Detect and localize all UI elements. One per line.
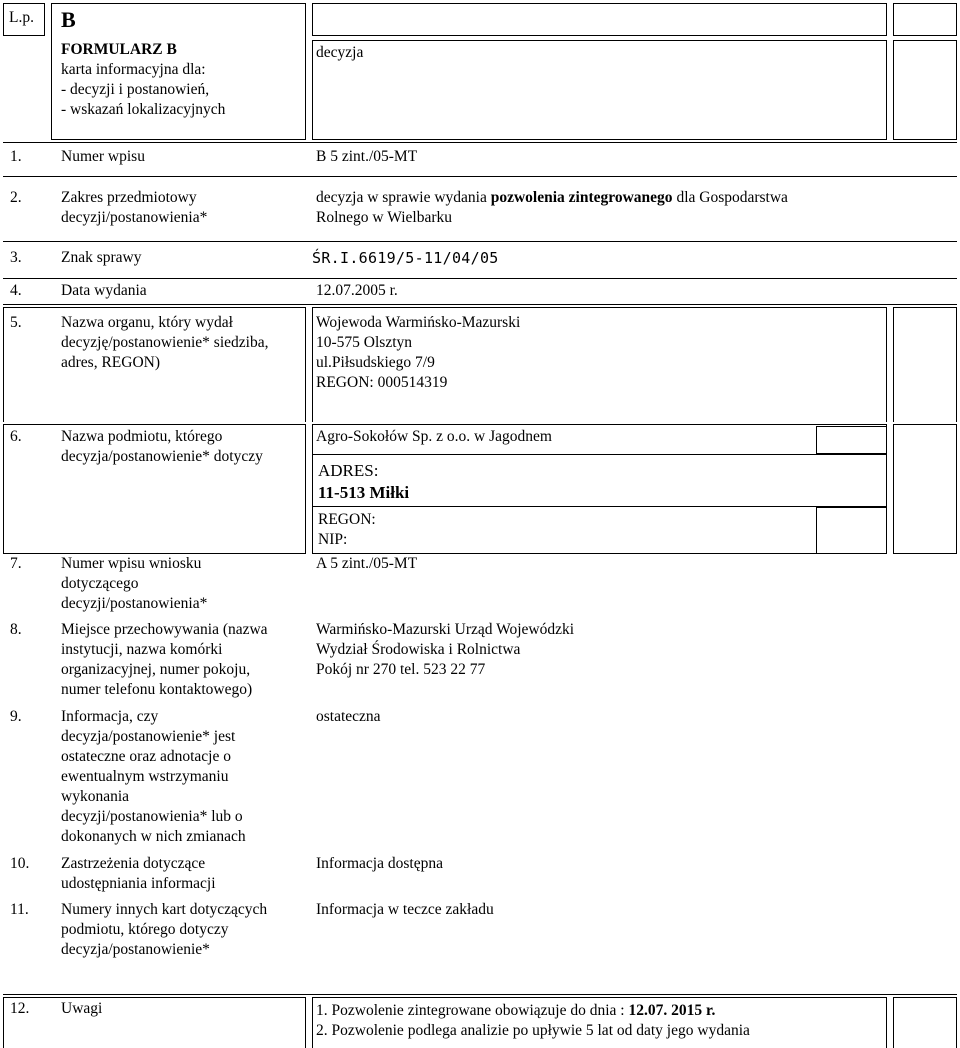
- row-label: Nazwa organu, który wydał: [61, 314, 233, 331]
- row-label: Informacja, czy: [61, 708, 159, 725]
- row6-edge-box: [893, 424, 957, 554]
- row-value: Wojewoda Warmińsko-Mazurski: [316, 314, 521, 331]
- row-label: Numer wpisu: [61, 148, 145, 165]
- row-label: organizacyjnej, numer pokoju,: [61, 661, 251, 678]
- row-number: 4.: [10, 282, 22, 299]
- row-number: 3.: [10, 249, 22, 266]
- row-label: podmiotu, którego dotyczy: [61, 921, 229, 938]
- divider: [3, 176, 957, 177]
- row-label: decyzji/postanowienia*: [61, 209, 208, 226]
- row-label: numer telefonu kontaktowego): [61, 681, 253, 698]
- row-label: dokonanych w nich zmianach: [61, 828, 246, 845]
- value-text: decyzja w sprawie wydania: [316, 189, 491, 206]
- row-number: 8.: [10, 621, 22, 638]
- row-value: ŚR.I.6619/5-11/04/05: [312, 249, 499, 267]
- row-label: instytucji, nazwa komórki: [61, 641, 223, 658]
- row-value: 12.07.2005 r.: [316, 282, 398, 299]
- header-right-edge: [893, 3, 957, 36]
- row-number: 2.: [10, 189, 22, 206]
- row-value: REGON: 000514319: [316, 374, 448, 391]
- row-label: decyzja/postanowienie* dotyczy: [61, 448, 263, 465]
- row-value: A 5 zint./05-MT: [316, 555, 418, 572]
- row-value: Informacja w teczce zakładu: [316, 901, 494, 918]
- row-number: 9.: [10, 708, 22, 725]
- divider: [3, 241, 957, 242]
- address-label: ADRES:: [318, 461, 379, 480]
- row-label: Zakres przedmiotowy: [61, 189, 197, 206]
- divider: [3, 142, 957, 143]
- note-bold: 12.07. 2015 r.: [628, 1002, 716, 1019]
- row-number: 5.: [10, 314, 22, 331]
- row-value: Rolnego w Wielbarku: [316, 209, 452, 226]
- value-bold: pozwolenia zintegrowanego: [490, 189, 673, 206]
- form-type-cell: [312, 40, 887, 140]
- address-value: 11-513 Miłki: [318, 483, 410, 502]
- row-label: Numer wpisu wniosku: [61, 555, 202, 572]
- form-title: FORMULARZ B: [61, 41, 177, 58]
- row-number: 7.: [10, 555, 22, 572]
- row-label: decyzji/postanowienia* lub o: [61, 808, 243, 825]
- row-label: decyzja/postanowienie*: [61, 941, 210, 958]
- regon-label: REGON:: [318, 511, 376, 528]
- row-value: Informacja dostępna: [316, 855, 443, 872]
- row-number: 11.: [10, 901, 29, 918]
- row-label: decyzję/postanowienie* siedziba,: [61, 334, 269, 351]
- row-value: 10-575 Olsztyn: [316, 334, 413, 351]
- row-number: 12.: [10, 1000, 30, 1017]
- row-value: Warmińsko-Mazurski Urząd Wojewódzki: [316, 621, 575, 638]
- row-label: Zastrzeżenia dotyczące: [61, 855, 206, 872]
- row-value: Pokój nr 270 tel. 523 22 77: [316, 661, 486, 678]
- row-value: Agro-Sokołów Sp. z o.o. w Jagodnem: [316, 428, 552, 445]
- form-desc-line: - wskazań lokalizacyjnych: [61, 101, 226, 118]
- row12-left-box: [3, 997, 306, 1048]
- row-number: 1.: [10, 148, 22, 165]
- row-label: decyzji/postanowienia*: [61, 595, 208, 612]
- row-label: Miejsce przechowywania (nazwa: [61, 621, 268, 638]
- note-text: 1. Pozwolenie zintegrowane obowiązuje do dnia :: [316, 1002, 629, 1019]
- header-right-empty: [312, 3, 887, 36]
- row12-edge-box: [893, 997, 957, 1048]
- name-side-box: [816, 426, 887, 454]
- row-value: B 5 zint./05-MT: [316, 148, 418, 165]
- form-type: decyzja: [316, 44, 364, 61]
- regon-side-box: [816, 507, 887, 554]
- row-value: [316, 188, 788, 208]
- row-label: Numery innych kart dotyczących: [61, 901, 268, 918]
- divider: [3, 304, 957, 305]
- row-label: decyzja/postanowienie* jest: [61, 728, 236, 745]
- row-label: Znak sprawy: [61, 249, 142, 266]
- row-value: Wydział Środowiska i Rolnictwa: [316, 641, 521, 658]
- row-label: dotyczącego: [61, 575, 139, 592]
- note-line: 2. Pozwolenie podlega analizie po upływie 5 lat od daty jego wydania: [316, 1022, 750, 1039]
- row-label: Uwagi: [61, 1000, 103, 1017]
- note-line: [316, 1001, 715, 1021]
- divider: [3, 994, 957, 995]
- row-label: wykonania: [61, 788, 130, 805]
- row-value: ostateczna: [316, 708, 381, 725]
- row5-edge-box: [893, 307, 957, 422]
- row-label: Data wydania: [61, 282, 147, 299]
- section-letter: B: [61, 7, 76, 32]
- row-label: udostępniania informacji: [61, 875, 216, 892]
- row-value: ul.Piłsudskiego 7/9: [316, 354, 435, 371]
- row-label: ostateczne oraz adnotacje o: [61, 748, 231, 765]
- row-number: 6.: [10, 428, 22, 445]
- divider: [3, 278, 957, 279]
- form-desc-line: - decyzji i postanowień,: [61, 81, 210, 98]
- row-label: Nazwa podmiotu, którego: [61, 428, 223, 445]
- row-number: 10.: [10, 855, 30, 872]
- row-label: adres, REGON): [61, 354, 161, 371]
- lp-label: L.p.: [9, 9, 34, 26]
- form-desc-line: karta informacyjna dla:: [61, 61, 206, 78]
- nip-label: NIP:: [318, 531, 348, 548]
- row-label: ewentualnym wstrzymaniu: [61, 768, 229, 785]
- form-type-edge: [893, 40, 957, 140]
- value-text: dla Gospodarstwa: [672, 189, 788, 206]
